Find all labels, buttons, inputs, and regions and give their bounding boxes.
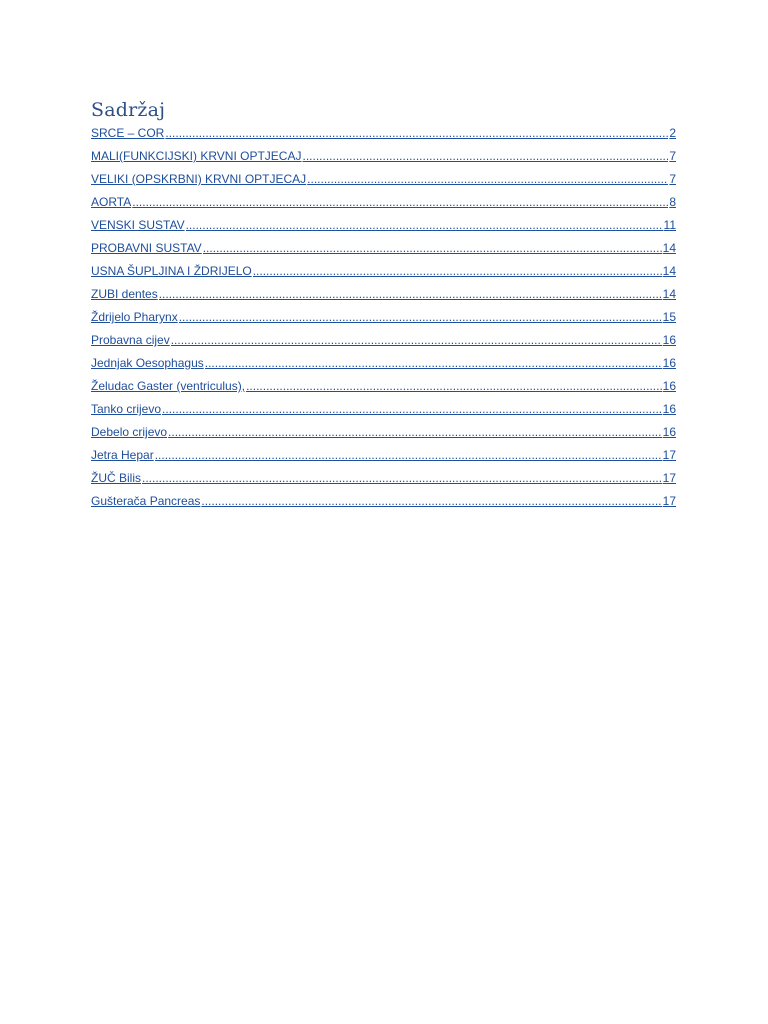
toc-entry-label: Jednjak Oesophagus xyxy=(91,356,204,370)
toc-entry-label: Jetra Hepar xyxy=(91,448,154,462)
toc-entry-page-number: 14 xyxy=(662,287,676,301)
dot-leader xyxy=(302,147,668,165)
dot-leader xyxy=(159,285,662,303)
toc-list xyxy=(91,124,676,515)
toc-entry-page-number: 16 xyxy=(662,425,676,439)
toc-entry-jednjak-oesophagus[interactable] xyxy=(91,354,676,377)
toc-entry-page-number: 16 xyxy=(662,333,676,347)
toc-entry-label: Želudac Gaster (ventriculus), xyxy=(91,379,246,393)
toc-entry-page-number: 17 xyxy=(662,448,676,462)
toc-entry-probavni-sustav[interactable] xyxy=(91,239,676,262)
dot-leader xyxy=(186,216,663,234)
toc-entry-page-number: 17 xyxy=(662,471,676,485)
toc-entry-page-number: 7 xyxy=(669,149,676,163)
toc-entry-tanko-crijevo[interactable] xyxy=(91,400,676,423)
toc-entry-page-number: 16 xyxy=(662,356,676,370)
toc-entry-page-number: 2 xyxy=(669,126,676,140)
toc-entry-label: MALI(FUNKCIJSKI) KRVNI OPTJECAJ xyxy=(91,149,302,163)
toc-entry-label: ZUBI dentes xyxy=(91,287,158,301)
dot-leader xyxy=(155,446,662,464)
toc-entry-zdrijelo-pharynx[interactable] xyxy=(91,308,676,331)
dot-leader xyxy=(165,124,668,142)
toc-entry-mali-krvni-optjecaj[interactable] xyxy=(91,147,676,170)
toc-entry-label: VELIKI (OPSKRBNI) KRVNI OPTJECAJ xyxy=(91,172,307,186)
toc-entry-srce-cor[interactable] xyxy=(91,124,676,147)
toc-entry-label: ŽUČ Bilis xyxy=(91,471,141,485)
dot-leader xyxy=(162,400,662,418)
toc-entry-label: Debelo crijevo xyxy=(91,425,168,439)
toc-entry-page-number: 11 xyxy=(663,218,676,232)
dot-leader xyxy=(203,239,662,257)
toc-entry-zuc-bilis[interactable] xyxy=(91,469,676,492)
toc-entry-zeludac-gaster[interactable] xyxy=(91,377,676,400)
toc-entry-page-number: 16 xyxy=(662,379,676,393)
dot-leader xyxy=(307,170,668,188)
toc-title: Sadržaj xyxy=(91,99,166,121)
dot-leader xyxy=(246,377,662,395)
toc-entry-usna-supljina[interactable] xyxy=(91,262,676,285)
dot-leader xyxy=(132,193,668,211)
toc-entry-page-number: 17 xyxy=(662,494,676,508)
toc-entry-label: AORTA xyxy=(91,195,132,209)
toc-entry-label: Ždrijelo Pharynx xyxy=(91,310,178,324)
toc-entry-page-number: 15 xyxy=(662,310,676,324)
dot-leader xyxy=(179,308,662,326)
dot-leader xyxy=(201,492,661,510)
toc-entry-page-number: 8 xyxy=(669,195,676,209)
toc-entry-aorta[interactable] xyxy=(91,193,676,216)
toc-entry-page-number: 14 xyxy=(662,264,676,278)
toc-entry-debelo-crijevo[interactable] xyxy=(91,423,676,446)
toc-entry-label: Probavna cijev xyxy=(91,333,170,347)
toc-entry-label: VENSKI SUSTAV xyxy=(91,218,185,232)
toc-entry-venski-sustav[interactable] xyxy=(91,216,676,239)
dot-leader xyxy=(168,423,662,441)
toc-entry-page-number: 16 xyxy=(662,402,676,416)
toc-entry-label: Tanko crijevo xyxy=(91,402,162,416)
dot-leader xyxy=(205,354,662,372)
toc-entry-label: SRCE – COR xyxy=(91,126,165,140)
toc-entry-label: PROBAVNI SUSTAV xyxy=(91,241,202,255)
toc-entry-veliki-krvni-optjecaj[interactable] xyxy=(91,170,676,193)
toc-entry-probavna-cijev[interactable] xyxy=(91,331,676,354)
toc-entry-gusteraca-pancreas[interactable] xyxy=(91,492,676,515)
toc-entry-page-number: 14 xyxy=(662,241,676,255)
toc-entry-zubi-dentes[interactable] xyxy=(91,285,676,308)
toc-entry-label: USNA ŠUPLJINA I ŽDRIJELO xyxy=(91,264,252,278)
toc-entry-jetra-hepar[interactable] xyxy=(91,446,676,469)
dot-leader xyxy=(142,469,662,487)
dot-leader xyxy=(253,262,662,280)
toc-entry-page-number: 7 xyxy=(669,172,676,186)
toc-entry-label: Gušterača Pancreas xyxy=(91,494,201,508)
dot-leader xyxy=(171,331,662,349)
